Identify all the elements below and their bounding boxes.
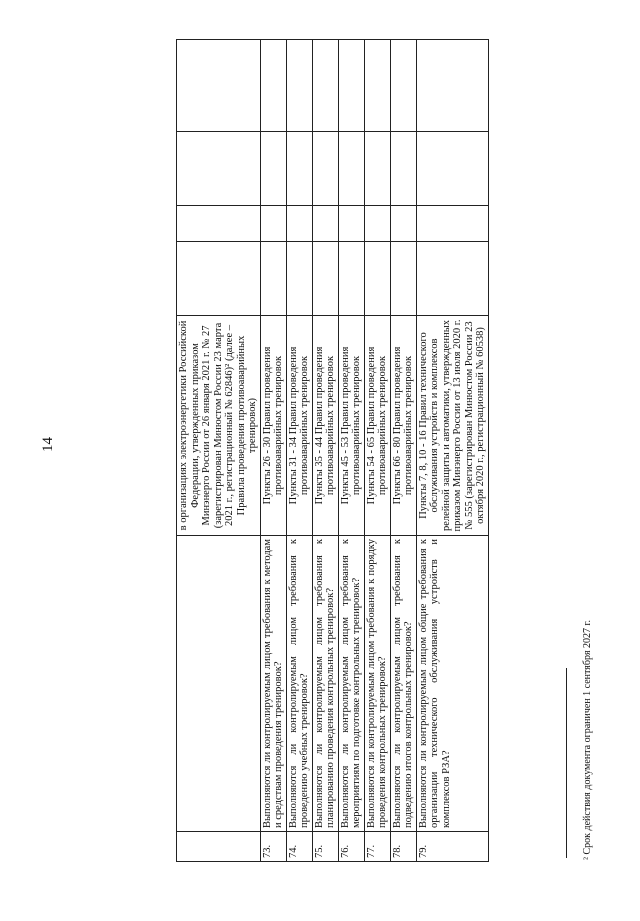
ref-cell: Пункты 26 - 30 Правил проведения противоаварийных тренировок <box>260 316 286 536</box>
blank-cell <box>338 242 364 316</box>
blank-cell <box>338 40 364 132</box>
question-cell: Выполняются ли контролируемым лицом требования к проведению учебных тренировок? <box>286 536 312 832</box>
blank-cell <box>177 40 261 132</box>
blank-cell <box>416 206 488 242</box>
ref-cell: Пункты 35 - 44 Правил проведения противоаварийных тренировок <box>312 316 338 536</box>
question-cell: Выполняются ли контролируемым лицом требования к порядку проведения контрольных тренировок? <box>364 536 390 832</box>
table-row <box>416 40 488 862</box>
blank-cell <box>364 242 390 316</box>
blank-cell <box>286 40 312 132</box>
table-row <box>312 40 338 862</box>
blank-cell <box>364 132 390 206</box>
footnote-separator <box>566 668 567 858</box>
blank-cell <box>286 206 312 242</box>
table-row <box>364 40 390 862</box>
question-cell: Выполняются ли контролируемым лицом требования к подведению итогов контрольных тренировок? <box>390 536 416 832</box>
blank-cell <box>260 40 286 132</box>
num-cell: 77. <box>364 832 390 862</box>
table-row <box>260 40 286 862</box>
ref-cell: Пункты 45 - 53 Правил проведения противоаварийных тренировок <box>338 316 364 536</box>
ref-cell: в организациях электроэнергетики Российской Федерации, утвержденных приказом Минэнерго России от 26 января 2021 г. № 27 (зарегистрирован Минюстом России 23 марта 2021 г., регистрационный № 62846)² (далее – Правила проведения противоаварийных тренировок) <box>177 316 261 536</box>
blank-cell <box>364 206 390 242</box>
ref-cell: Пункты 7, 8, 10 - 16 Правил технического обслуживания устройств и комплексов релейной защиты и автоматики, утвержденных приказом Минэнерго России от 13 июля 2020 г. № 555 (зарегистрирован Минюстом России 23 октября 2020 г., регистрационный № 60538) <box>416 316 488 536</box>
blank-cell <box>390 206 416 242</box>
ref-cell: Пункты 66 - 80 Правил проведения противоаварийных тренировок <box>390 316 416 536</box>
blank-cell <box>312 206 338 242</box>
rotated-table-container <box>176 40 544 862</box>
table-row <box>286 40 312 862</box>
question-cell: Выполняются ли контролируемым лицом требования к мероприятиям по подготовке контрольных тренировок? <box>338 536 364 832</box>
footnote: ² Срок действия документа ограничен 1 сентября 2027 г. <box>582 619 593 860</box>
question-cell <box>177 536 261 832</box>
ref-cell: Пункты 54 - 65 Правил проведения противоаварийных тренировок <box>364 316 390 536</box>
blank-cell <box>260 132 286 206</box>
blank-cell <box>177 132 261 206</box>
num-cell: 78. <box>390 832 416 862</box>
blank-cell <box>312 40 338 132</box>
ref-cell: Пункты 31 - 34 Правил проведения противоаварийных тренировок <box>286 316 312 536</box>
page-number: 14 <box>40 437 56 452</box>
table-row <box>338 40 364 862</box>
table-row-continuation <box>177 40 261 862</box>
blank-cell <box>390 242 416 316</box>
blank-cell <box>312 132 338 206</box>
num-cell: 73. <box>260 832 286 862</box>
blank-cell <box>338 132 364 206</box>
num-cell: 74. <box>286 832 312 862</box>
blank-cell <box>390 132 416 206</box>
num-cell: 75. <box>312 832 338 862</box>
blank-cell <box>390 40 416 132</box>
question-cell: Выполняются ли контролируемым лицом требования к методам и средствам проведения тренировок? <box>260 536 286 832</box>
num-cell <box>177 832 261 862</box>
blank-cell <box>338 206 364 242</box>
blank-cell <box>286 242 312 316</box>
checklist-table <box>176 39 489 862</box>
num-cell: 76. <box>338 832 364 862</box>
blank-cell <box>364 40 390 132</box>
table-row <box>390 40 416 862</box>
blank-cell <box>177 206 261 242</box>
blank-cell <box>260 242 286 316</box>
num-cell: 79. <box>416 832 488 862</box>
blank-cell <box>286 132 312 206</box>
question-cell: Выполняются ли контролируемым лицом общие требования к организации технического обслуживания устройств и комплексов РЗА? <box>416 536 488 832</box>
question-cell: Выполняются ли контролируемым лицом требования к планированию проведения контрольных тренировок? <box>312 536 338 832</box>
blank-cell <box>260 206 286 242</box>
blank-cell <box>416 40 488 132</box>
blank-cell <box>312 242 338 316</box>
blank-cell <box>416 242 488 316</box>
blank-cell <box>416 132 488 206</box>
blank-cell <box>177 242 261 316</box>
